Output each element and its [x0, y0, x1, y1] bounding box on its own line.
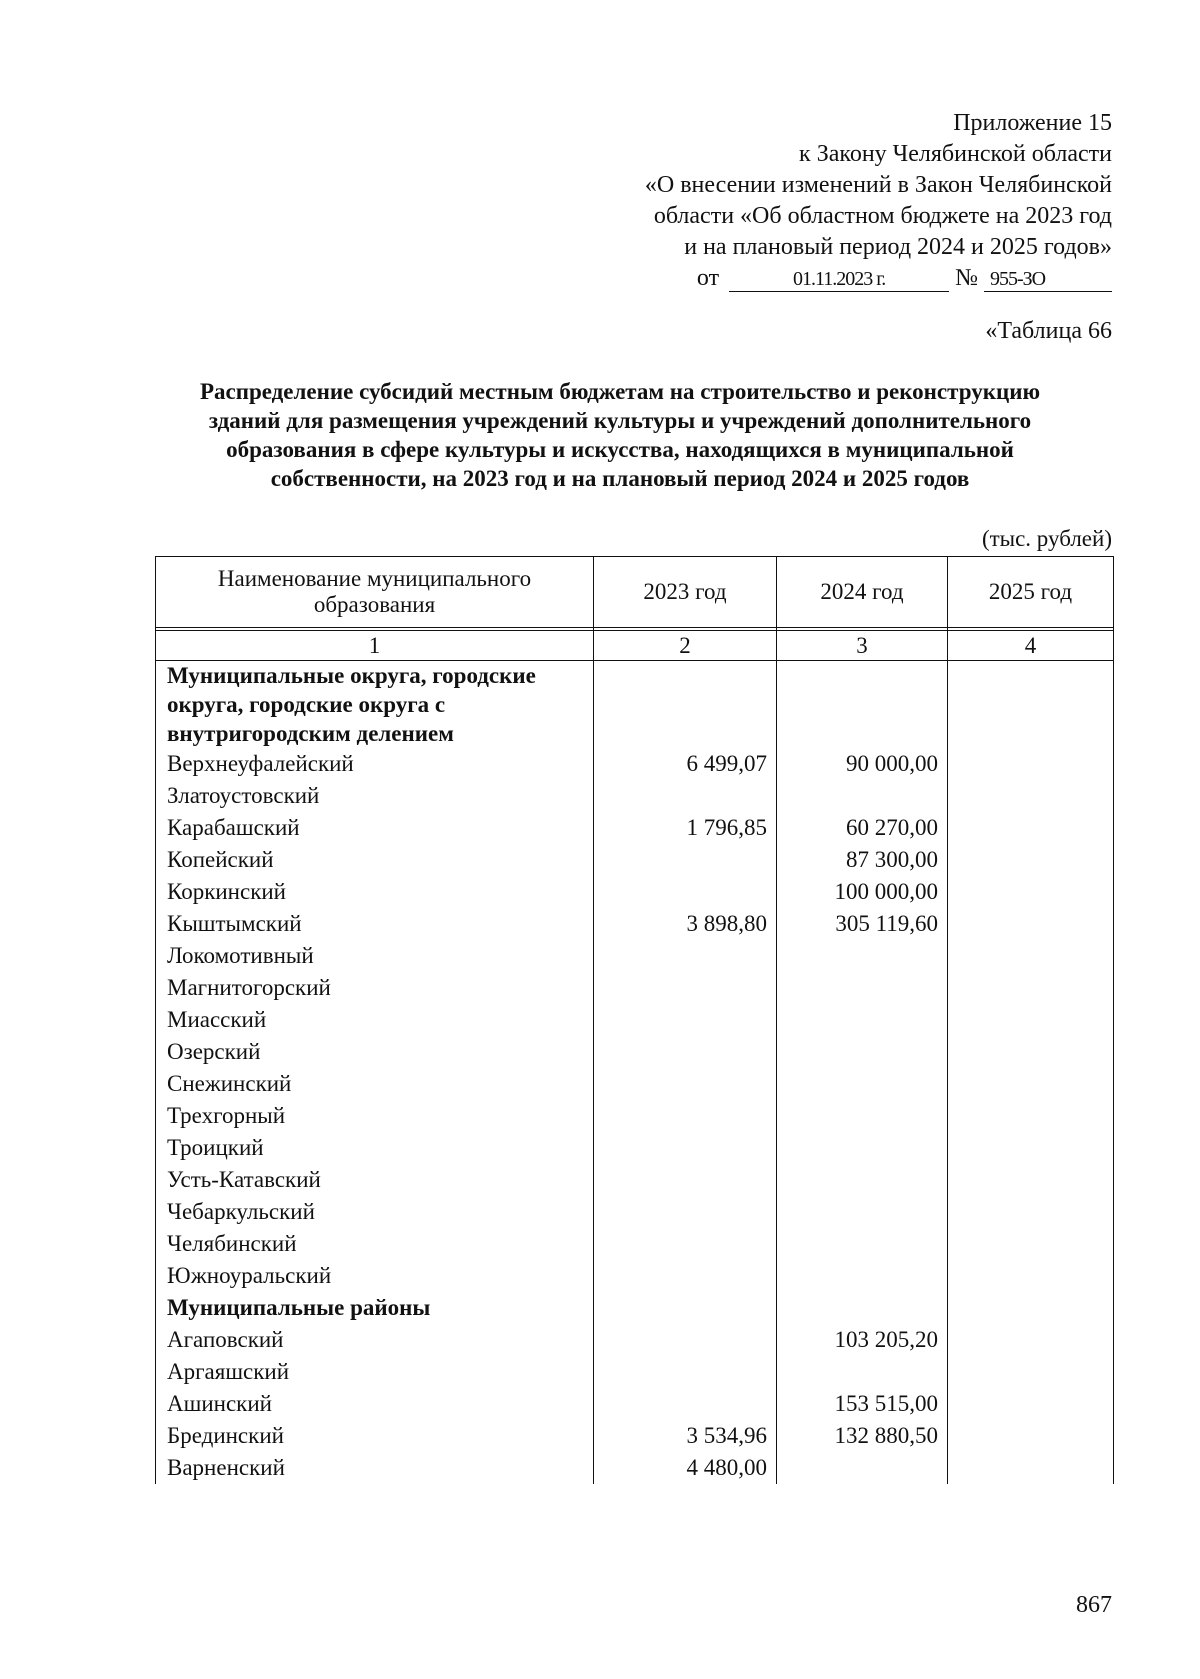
number-prefix: №	[955, 265, 978, 291]
municipality-name: Магнитогорский	[156, 972, 594, 1004]
value-2023	[594, 1324, 777, 1356]
municipality-name: Усть-Катавский	[156, 1164, 594, 1196]
municipality-name: Аргаяшский	[156, 1356, 594, 1388]
value-2024	[777, 1452, 948, 1484]
value-2023	[594, 940, 777, 972]
table-label: «Таблица 66	[985, 318, 1112, 344]
appendix-header	[552, 108, 1112, 294]
municipality-name: Варненский	[156, 1452, 594, 1484]
group-title: Муниципальные районы	[156, 1292, 594, 1324]
value-2025	[948, 940, 1114, 972]
unit-label: (тыс. рублей)	[981, 526, 1112, 551]
table-row	[156, 1036, 1114, 1068]
value-2025	[948, 876, 1114, 908]
table-row	[156, 748, 1114, 780]
value-2023: 1 796,85	[594, 812, 777, 844]
municipality-name: Брединский	[156, 1420, 594, 1452]
municipality-name: Челябинский	[156, 1228, 594, 1260]
value-2024	[777, 1132, 948, 1164]
table-row	[156, 1004, 1114, 1036]
value-2025	[948, 1164, 1114, 1196]
table-row	[156, 1452, 1114, 1484]
value-2024: 153 515,00	[777, 1388, 948, 1420]
value-2023	[594, 1388, 777, 1420]
value-2025	[948, 1324, 1114, 1356]
value-2023	[594, 1004, 777, 1036]
value-2024	[777, 1004, 948, 1036]
municipality-name: Снежинский	[156, 1068, 594, 1100]
municipality-name: Южноуральский	[156, 1260, 594, 1292]
value-2025	[948, 844, 1114, 876]
municipality-name: Златоустовский	[156, 780, 594, 812]
value-2024: 103 205,20	[777, 1324, 948, 1356]
value-2024: 132 880,50	[777, 1420, 948, 1452]
table-row	[156, 1164, 1114, 1196]
value-2023	[594, 1068, 777, 1100]
value-2023	[594, 1164, 777, 1196]
table-row	[156, 940, 1114, 972]
table-body	[156, 661, 1114, 1485]
municipality-name: Локомотивный	[156, 940, 594, 972]
title-line: зданий для размещения учреждений культуры и учреждений дополнительного	[208, 408, 1032, 433]
table-row	[156, 844, 1114, 876]
value-2024: 60 270,00	[777, 812, 948, 844]
municipality-name: Озерский	[156, 1036, 594, 1068]
title-line: Распределение субсидий местным бюджетам на строительство и реконструкцию	[199, 379, 1041, 404]
table-row	[156, 972, 1114, 1004]
value-2024: 90 000,00	[777, 748, 948, 780]
header-line: и на плановый период 2024 и 2025 годов»	[684, 234, 1112, 260]
value-2023	[594, 1260, 777, 1292]
table-row	[156, 908, 1114, 940]
value-2024	[777, 780, 948, 812]
value-2023: 3 534,96	[594, 1420, 777, 1452]
empty-cell	[948, 1292, 1114, 1324]
value-2024	[777, 1100, 948, 1132]
value-2025	[948, 1036, 1114, 1068]
municipality-name: Копейский	[156, 844, 594, 876]
date-prefix: от	[696, 265, 720, 291]
value-2025	[948, 1356, 1114, 1388]
value-2025	[948, 1388, 1114, 1420]
table-row	[156, 1356, 1114, 1388]
value-2023: 3 898,80	[594, 908, 777, 940]
value-2024: 305 119,60	[777, 908, 948, 940]
value-2023: 4 480,00	[594, 1452, 777, 1484]
value-2025	[948, 1260, 1114, 1292]
value-2024	[777, 1260, 948, 1292]
column-number: 1	[156, 631, 594, 661]
value-2025	[948, 780, 1114, 812]
value-2023	[594, 844, 777, 876]
municipality-name: Ашинский	[156, 1388, 594, 1420]
municipality-name: Коркинский	[156, 876, 594, 908]
value-2024: 87 300,00	[777, 844, 948, 876]
value-2024	[777, 972, 948, 1004]
municipality-name: Карабашский	[156, 812, 594, 844]
page-number: 867	[1076, 1592, 1112, 1618]
column-number: 2	[594, 631, 777, 661]
law-date: 01.11.2023 г.	[729, 267, 949, 292]
municipality-name: Трехгорный	[156, 1100, 594, 1132]
value-2024	[777, 1036, 948, 1068]
value-2023	[594, 1228, 777, 1260]
group-title: Муниципальные округа, городские округа, городские округа с внутригородским делением	[156, 661, 594, 749]
value-2023	[594, 972, 777, 1004]
value-2025	[948, 1004, 1114, 1036]
title-line: собственности, на 2023 год и на плановый период 2024 и 2025 годов	[270, 466, 970, 491]
header-line: «О внесении изменений в Закон Челябинской	[644, 172, 1112, 198]
municipality-name: Миасский	[156, 1004, 594, 1036]
value-2025	[948, 1132, 1114, 1164]
value-2025	[948, 1196, 1114, 1228]
table-row	[156, 1100, 1114, 1132]
table-row	[156, 812, 1114, 844]
table-row	[156, 1388, 1114, 1420]
table-row	[156, 1324, 1114, 1356]
table-row	[156, 1228, 1114, 1260]
value-2023: 6 499,07	[594, 748, 777, 780]
subsidy-table	[155, 556, 1114, 1484]
value-2025	[948, 908, 1114, 940]
table-row	[156, 876, 1114, 908]
empty-cell	[777, 661, 948, 749]
value-2024	[777, 1164, 948, 1196]
table-row	[156, 1068, 1114, 1100]
value-2023	[594, 780, 777, 812]
municipality-name: Троицкий	[156, 1132, 594, 1164]
value-2023	[594, 876, 777, 908]
header-line: к Закону Челябинской области	[799, 141, 1112, 167]
value-2025	[948, 1420, 1114, 1452]
municipality-name: Кыштымский	[156, 908, 594, 940]
municipality-name: Чебаркульский	[156, 1196, 594, 1228]
value-2025	[948, 1452, 1114, 1484]
law-date-number-line	[552, 263, 1112, 294]
value-2024	[777, 1228, 948, 1260]
header-line: Приложение 15	[953, 110, 1112, 136]
header-line: области «Об областном бюджете на 2023 год	[653, 203, 1112, 229]
value-2023	[594, 1196, 777, 1228]
header-municipality: Наименование муниципального образования	[156, 557, 594, 628]
value-2023	[594, 1132, 777, 1164]
empty-cell	[594, 661, 777, 749]
column-number: 3	[777, 631, 948, 661]
table-row	[156, 1260, 1114, 1292]
municipality-name: Верхнеуфалейский	[156, 748, 594, 780]
group-header-row	[156, 661, 1114, 749]
table-row	[156, 1420, 1114, 1452]
value-2023	[594, 1356, 777, 1388]
header-2024: 2024 год	[777, 557, 948, 628]
empty-cell	[777, 1292, 948, 1324]
value-2025	[948, 812, 1114, 844]
value-2025	[948, 748, 1114, 780]
title-line: образования в сфере культуры и искусства, находящихся в муниципальной	[226, 437, 1014, 462]
value-2025	[948, 1068, 1114, 1100]
empty-cell	[594, 1292, 777, 1324]
municipality-name: Агаповский	[156, 1324, 594, 1356]
table-header-row	[156, 557, 1114, 628]
value-2023	[594, 1036, 777, 1068]
value-2025	[948, 1228, 1114, 1260]
table-row	[156, 780, 1114, 812]
value-2023	[594, 1100, 777, 1132]
value-2024	[777, 940, 948, 972]
header-2023: 2023 год	[594, 557, 777, 628]
document-title	[140, 377, 1100, 493]
law-number: 955-ЗО	[984, 267, 1112, 292]
column-number: 4	[948, 631, 1114, 661]
value-2024	[777, 1356, 948, 1388]
table-row	[156, 1196, 1114, 1228]
group-header-row	[156, 1292, 1114, 1324]
empty-cell	[948, 661, 1114, 749]
value-2025	[948, 972, 1114, 1004]
header-2025: 2025 год	[948, 557, 1114, 628]
value-2024: 100 000,00	[777, 876, 948, 908]
value-2024	[777, 1068, 948, 1100]
column-number-row	[156, 631, 1114, 661]
value-2024	[777, 1196, 948, 1228]
value-2025	[948, 1100, 1114, 1132]
table-row	[156, 1132, 1114, 1164]
